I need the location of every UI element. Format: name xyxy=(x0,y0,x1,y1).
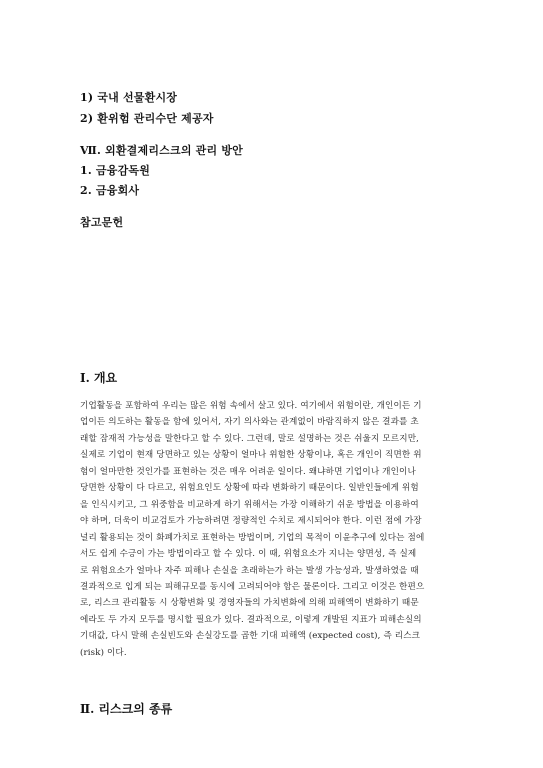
body-line: (risk) 이다. xyxy=(80,647,127,658)
body-line: 을 인식시키고, 그 위중함을 비교하게 하기 위해서는 가장 이해하기 쉬운 방법을 이용하여 xyxy=(80,499,419,510)
section-1-title: Ⅰ. 개요 xyxy=(80,371,118,385)
toc-item-fx-risk-tool-providers: 2) 환위험 관리수단 제공자 xyxy=(80,112,214,125)
section-2-title: Ⅱ. 리스크의 종류 xyxy=(80,702,173,716)
body-line: 험이 얼마만한 것인가를 표현하는 것은 매우 어려운 일이다. 왜냐하면 기업이나 개인이나 xyxy=(80,466,416,477)
body-line: 로, 리스크 관리활동 시 상황변화 및 경영자들의 가치변화에 의해 피해액이 변화하기 때문 xyxy=(80,598,419,609)
body-line: 서도 쉽게 수긍이 가는 방법이라고 할 수 있다. 이 때, 위험요소가 지니는 양면성, 즉 실제 xyxy=(80,549,417,560)
body-line: 널리 활용되는 것이 화폐가치로 표현하는 방법이며, 기업의 목적이 이윤추구에 있다는 점에 xyxy=(80,532,425,543)
body-line: 실제로 기업이 현재 당면하고 있는 상황이 얼마나 위험한 상황이냐, 혹은 개인이 직면한 위 xyxy=(80,450,422,461)
toc-item-chapter-7: Ⅶ. 외환결제리스크의 관리 방안 xyxy=(80,144,244,157)
toc-item-domestic-forward-market: 1) 국내 선물환시장 xyxy=(80,91,178,104)
body-line: 결과적으로 입게 되는 피해규모를 동시에 고려되어야 함은 물론이다. 그리고 이것은 한편으 xyxy=(80,581,425,592)
body-line: 기업활동을 포함하여 우리는 많은 위험 속에서 살고 있다. 여기에서 위험이란, 개인이든 기 xyxy=(80,401,422,411)
body-line: 로 위험요소가 얼마나 자주 피해나 손실을 초래하는가 하는 발생 가능성과, 발생하였을 때 xyxy=(80,565,419,576)
toc-item-references: 참고문헌 xyxy=(80,216,124,229)
toc-item-fss: 1. 금융감독원 xyxy=(80,164,151,177)
body-line: 야 하며, 더욱이 비교검토가 가능하려면 정량적인 수치로 제시되어야 한다. 이런 점에 가장 xyxy=(80,516,422,527)
body-line: 기대값, 다시 말해 손실빈도와 손실강도를 곱한 기대 피해액 (expected cost), 즉 리스크 xyxy=(80,631,421,642)
body-line: 업이든 의도하는 활동을 함에 있어서, 자기 의사와는 관계없이 바람직하지 않은 결과를 초 xyxy=(80,417,419,428)
section-1-body xyxy=(80,398,465,661)
body-line: 에라도 두 가지 모두를 명시할 필요가 있다. 결과적으로, 이렇게 개발된 지표가 피해손실의 xyxy=(80,614,422,625)
body-line: 래할 잠재적 가능성을 말한다고 할 수 있다. 그런데, 말로 설명하는 것은 쉬울지 모르지만, xyxy=(80,433,420,444)
body-line: 당면한 상황이 다 다르고, 위험요인도 상황에 따라 변화하기 때문이다. 일반인들에게 위험 xyxy=(80,483,419,494)
toc-item-financial-companies: 2. 금융회사 xyxy=(80,184,140,197)
